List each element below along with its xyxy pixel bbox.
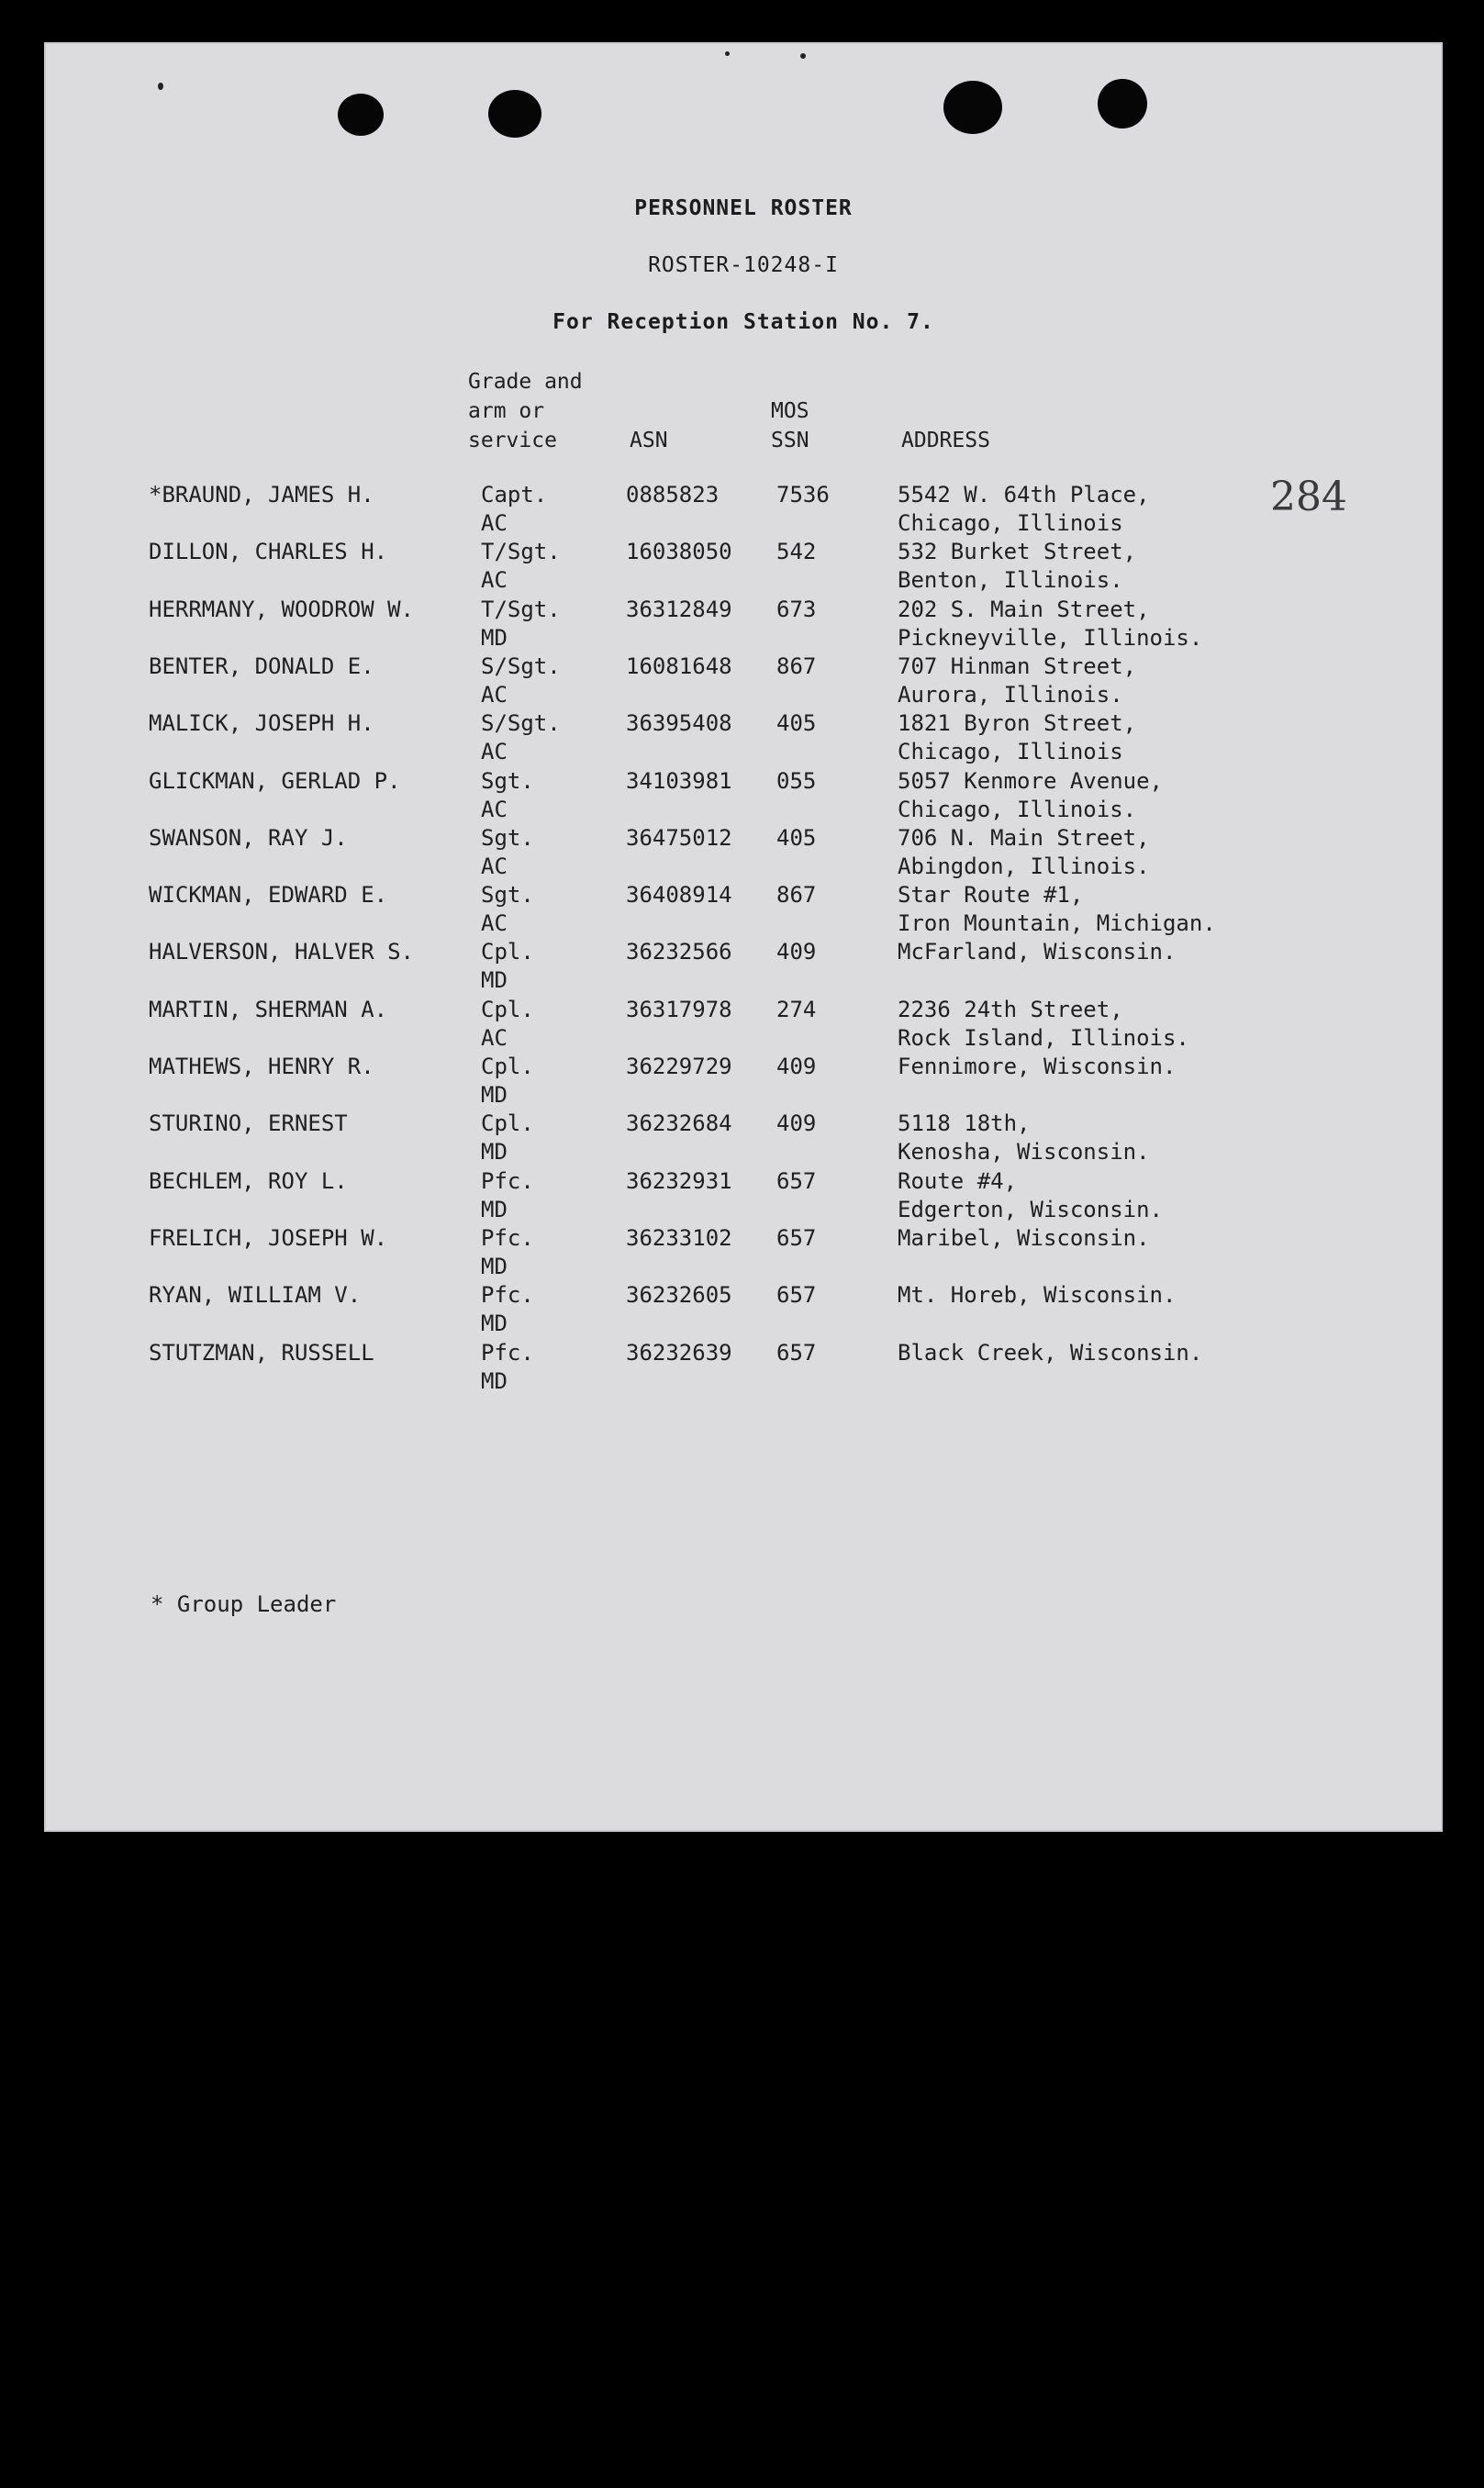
roster-address-line-2: Edgerton, Wisconsin.: [898, 1196, 1163, 1222]
ink-speck: [725, 51, 730, 56]
roster-address-line-1: Maribel, Wisconsin.: [898, 1224, 1150, 1251]
roster-arm-service: MD: [481, 1139, 508, 1166]
roster-asn: 34103981: [626, 767, 732, 794]
roster-asn: 36232566: [626, 939, 732, 965]
roster-address-line-1: Star Route #1,: [898, 882, 1084, 909]
roster-arm-service: MD: [481, 1311, 508, 1337]
roster-grade: S/Sgt.: [481, 710, 561, 737]
roster-grade: Pfc.: [481, 1224, 534, 1251]
roster-address-line-2: Benton, Illinois.: [898, 567, 1123, 594]
table-row: [44, 996, 1443, 1053]
punch-hole: [1098, 79, 1147, 128]
roster-asn: 36233102: [626, 1224, 732, 1251]
roster-arm-service: AC: [481, 510, 508, 536]
roster-grade: S/Sgt.: [481, 653, 561, 679]
roster-name: HERRMANY, WOODROW W.: [149, 596, 414, 622]
roster-name: STURINO, ERNEST: [149, 1110, 348, 1137]
table-row: [44, 881, 1443, 938]
station-line: For Reception Station No. 7.: [552, 310, 934, 334]
roster-mos-ssn: 409: [776, 1110, 817, 1137]
roster-mos-ssn: 409: [776, 1054, 817, 1079]
roster-address-line-2: Chicago, Illinois: [898, 739, 1123, 765]
roster-asn: 36395408: [626, 710, 732, 737]
roster-address-line-2: Kenosha, Wisconsin.: [898, 1139, 1150, 1166]
roster-address-line-2: Abingdon, Illinois.: [898, 853, 1150, 879]
roster-arm-service: MD: [481, 1253, 508, 1279]
roster-name: WICKMAN, EDWARD E.: [149, 882, 388, 909]
roster-arm-service: AC: [481, 910, 508, 937]
roster-name: BECHLEM, ROY L.: [149, 1167, 348, 1194]
roster-name: MARTIN, SHERMAN A.: [149, 996, 388, 1022]
roster-address-line-1: 1821 Byron Street,: [898, 710, 1137, 737]
roster-address-line-1: 202 S. Main Street,: [898, 596, 1150, 622]
roster-name: HALVERSON, HALVER S.: [149, 939, 414, 965]
roster-grade: Capt.: [481, 482, 548, 508]
roster-asn: 36475012: [626, 824, 732, 851]
roster-mos-ssn: 409: [776, 939, 817, 965]
roster-arm-service: AC: [481, 681, 508, 708]
roster-asn: 0885823: [626, 482, 720, 508]
roster-arm-service: MD: [481, 967, 508, 994]
roster-name: GLICKMAN, GERLAD P.: [149, 767, 401, 794]
roster-title: PERSONNEL ROSTER: [634, 196, 853, 220]
roster-grade: T/Sgt.: [481, 539, 561, 565]
mos-column-header: MOS SSN: [771, 399, 809, 452]
roster-name: STUTZMAN, RUSSELL: [149, 1339, 374, 1366]
asn-column-header: ASN: [630, 429, 668, 452]
table-row: [44, 1053, 1443, 1110]
address-column-header: ADDRESS: [901, 429, 990, 452]
roster-asn: 36232931: [626, 1167, 732, 1194]
roster-name: *BRAUND, JAMES H.: [149, 482, 374, 508]
roster-asn: 36312849: [626, 596, 732, 622]
roster-grade: Sgt.: [481, 767, 534, 794]
punch-hole: [943, 81, 1002, 134]
roster-name: MATHEWS, HENRY R.: [149, 1054, 374, 1079]
roster-grade: T/Sgt.: [481, 596, 561, 622]
roster-asn: 36232684: [626, 1110, 732, 1137]
roster-name: MALICK, JOSEPH H.: [149, 710, 374, 737]
roster-address-line-1: Mt. Horeb, Wisconsin.: [898, 1282, 1177, 1309]
roster-arm-service: MD: [481, 624, 508, 651]
roster-name: SWANSON, RAY J.: [149, 824, 348, 851]
roster-page: [44, 42, 1443, 1832]
roster-address-line-1: Route #4,: [898, 1167, 1018, 1194]
roster-asn: 36408914: [626, 882, 732, 909]
roster-mos-ssn: 405: [776, 824, 817, 851]
table-row: [44, 538, 1443, 595]
roster-mos-ssn: 657: [776, 1282, 817, 1309]
roster-grade: Cpl.: [481, 939, 534, 965]
roster-address-line-1: 5118 18th,: [898, 1110, 1031, 1137]
roster-address-line-1: Fennimore, Wisconsin.: [898, 1054, 1177, 1079]
roster-arm-service: AC: [481, 1024, 508, 1051]
roster-mos-ssn: 657: [776, 1224, 817, 1251]
roster-address-line-1: Black Creek, Wisconsin.: [898, 1339, 1203, 1366]
roster-address-line-2: Pickneyville, Illinois.: [898, 624, 1203, 651]
roster-grade: Cpl.: [481, 1054, 534, 1079]
roster-mos-ssn: 405: [776, 710, 817, 737]
roster-address-line-1: 2236 24th Street,: [898, 996, 1123, 1022]
roster-arm-service: MD: [481, 1196, 508, 1222]
roster-asn: 36232639: [626, 1339, 732, 1366]
roster-mos-ssn: 055: [776, 767, 817, 794]
roster-address-line-1: McFarland, Wisconsin.: [898, 939, 1177, 965]
table-row: [44, 1281, 1443, 1338]
table-row: [44, 653, 1443, 709]
table-row: [44, 767, 1443, 824]
roster-grade: Pfc.: [481, 1339, 534, 1366]
table-row: [44, 596, 1443, 653]
grade-column-header: Grade and arm or service: [468, 370, 583, 452]
roster-arm-service: AC: [481, 567, 508, 594]
table-row: [44, 938, 1443, 995]
roster-name: BENTER, DONALD E.: [149, 653, 374, 679]
roster-grade: Sgt.: [481, 882, 534, 909]
roster-address-line-2: Iron Mountain, Michigan.: [898, 910, 1216, 937]
roster-arm-service: AC: [481, 853, 508, 879]
roster-address-line-2: Chicago, Illinois: [898, 510, 1123, 536]
roster-mos-ssn: 657: [776, 1339, 817, 1366]
roster-mos-ssn: 673: [776, 596, 817, 622]
roster-mos-ssn: 867: [776, 653, 817, 679]
roster-arm-service: MD: [481, 1367, 508, 1394]
roster-mos-ssn: 7536: [776, 482, 830, 508]
roster-arm-service: AC: [481, 796, 508, 822]
roster-grade: Cpl.: [481, 1110, 534, 1137]
roster-name: DILLON, CHARLES H.: [149, 539, 388, 565]
roster-arm-service: MD: [481, 1082, 508, 1108]
roster-address-line-2: Aurora, Illinois.: [898, 681, 1123, 708]
roster-mos-ssn: 274: [776, 996, 817, 1022]
roster-arm-service: AC: [481, 739, 508, 765]
table-row: [44, 1167, 1443, 1224]
table-row: [44, 481, 1443, 538]
roster-mos-ssn: 542: [776, 539, 817, 565]
roster-name: FRELICH, JOSEPH W.: [149, 1224, 388, 1251]
page-number: 284: [1270, 474, 1347, 520]
table-row: [44, 1224, 1443, 1281]
roster-address-line-2: Chicago, Illinois.: [898, 796, 1137, 822]
roster-id: ROSTER-10248-I: [648, 253, 839, 277]
ink-speck: [800, 53, 806, 59]
roster-address-line-1: 5542 W. 64th Place,: [898, 482, 1150, 508]
roster-name: RYAN, WILLIAM V.: [149, 1282, 362, 1309]
roster-asn: 36229729: [626, 1054, 732, 1079]
roster-grade: Pfc.: [481, 1167, 534, 1194]
roster-address-line-1: 5057 Kenmore Avenue,: [898, 767, 1163, 794]
punch-hole: [338, 94, 384, 136]
roster-asn: 36317978: [626, 996, 732, 1022]
punch-hole: [488, 90, 541, 138]
table-row: [44, 709, 1443, 766]
table-row: [44, 1339, 1443, 1396]
roster-address-line-1: 706 N. Main Street,: [898, 824, 1150, 851]
roster-asn: 16038050: [626, 539, 732, 565]
roster-address-line-2: Rock Island, Illinois.: [898, 1024, 1189, 1051]
roster-grade: Cpl.: [481, 996, 534, 1022]
roster-grade: Pfc.: [481, 1282, 534, 1309]
roster-asn: 36232605: [626, 1282, 732, 1309]
table-row: [44, 824, 1443, 881]
roster-mos-ssn: 867: [776, 882, 817, 909]
roster-address-line-1: 707 Hinman Street,: [898, 653, 1137, 679]
roster-address-line-1: 532 Burket Street,: [898, 539, 1137, 565]
roster-mos-ssn: 657: [776, 1167, 817, 1194]
footnote: * Group Leader: [151, 1591, 337, 1617]
ink-speck: [158, 83, 163, 90]
table-row: [44, 1110, 1443, 1166]
roster-grade: Sgt.: [481, 824, 534, 851]
roster-asn: 16081648: [626, 653, 732, 679]
